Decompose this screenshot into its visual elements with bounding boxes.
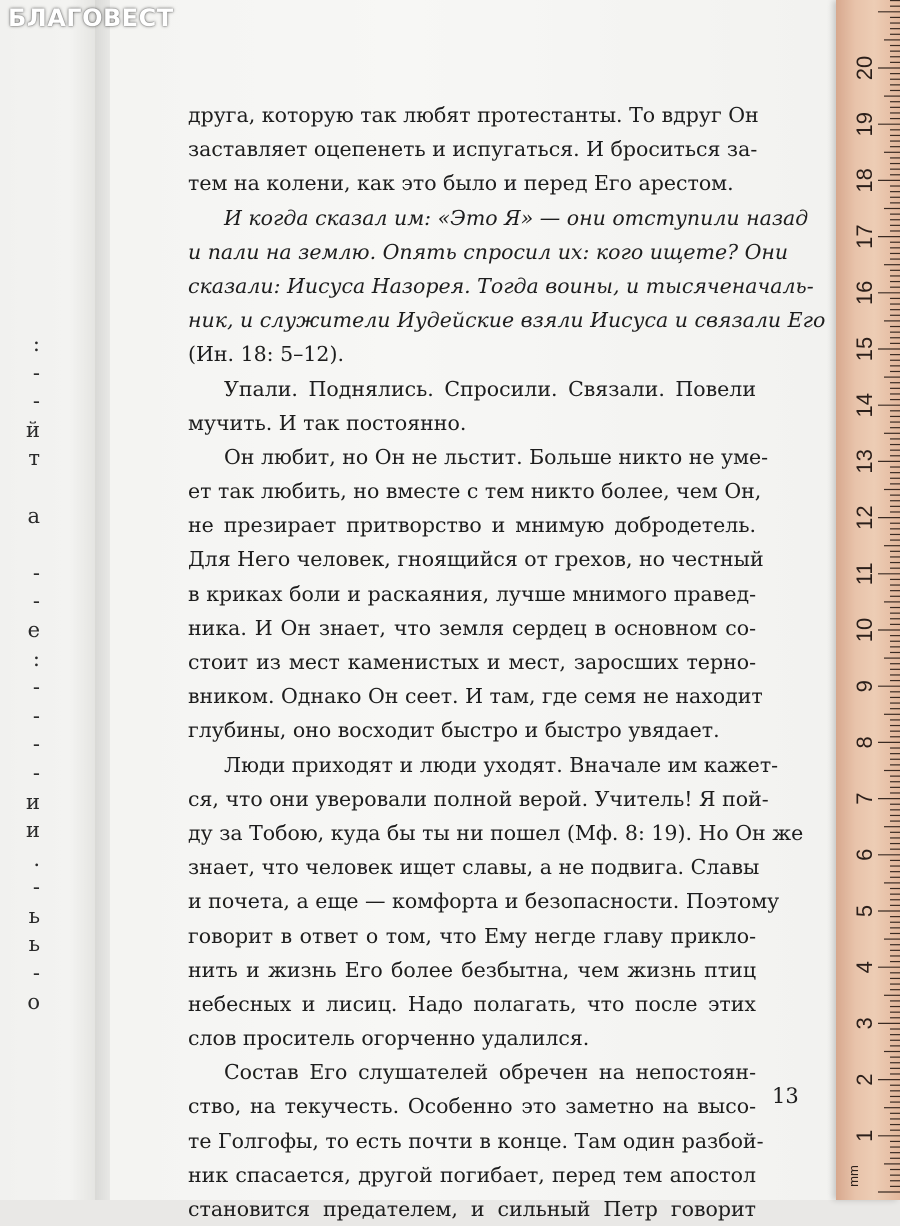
text-line: глубины, оно восходит быстро и быстро увядает. bbox=[188, 718, 720, 743]
ruler-number: 3 bbox=[851, 1017, 877, 1030]
left-fragment: - bbox=[32, 389, 40, 414]
ruler-number: 8 bbox=[851, 736, 877, 749]
text-line: ник спасается, другой погибает, перед тем апостол bbox=[188, 1162, 756, 1187]
left-fragment: и bbox=[26, 789, 40, 814]
ruler-number: 18 bbox=[851, 168, 877, 193]
ruler-number: 15 bbox=[851, 336, 877, 362]
left-fragment: - bbox=[32, 589, 40, 614]
text-line: становится предателем, и сильный Петр говорит bbox=[188, 1197, 756, 1221]
text-line: те Голгофы, то есть почти в конце. Там один разбой- bbox=[188, 1128, 764, 1153]
left-fragment bbox=[0, 530, 40, 559]
text-line: сказали: Иисуса Назорея. Тогда воины, и тысяченачаль- bbox=[188, 273, 814, 298]
left-fragment: - bbox=[32, 560, 40, 585]
left-fragment: : bbox=[32, 332, 40, 356]
ruler-number: 12 bbox=[851, 505, 877, 530]
text-line: нить и жизнь Его более безбытна, чем жизнь птиц bbox=[188, 957, 756, 982]
left-fragment bbox=[0, 473, 40, 502]
left-page bbox=[0, 0, 100, 1200]
ruler-number: 10 bbox=[851, 617, 877, 643]
text-line: друга, которую так любят протестанты. То вдруг Он bbox=[188, 103, 759, 127]
text-line: вником. Однако Он сеет. И там, где семя не находит bbox=[188, 684, 763, 709]
text-line: слов проситель огорченно удалился. bbox=[188, 1026, 590, 1051]
left-fragment: ь bbox=[28, 932, 40, 957]
ruler-number: 13 bbox=[851, 449, 877, 474]
left-fragment: е bbox=[27, 617, 40, 642]
ruler-number: 14 bbox=[851, 392, 877, 418]
ruler-number: 20 bbox=[851, 55, 877, 81]
ruler-number: 11 bbox=[851, 562, 877, 586]
text-line: (Ин. 18: 5–12). bbox=[188, 342, 344, 367]
ruler-number: 9 bbox=[851, 680, 877, 693]
text-line: говорит в ответ о том, что Ему негде главу прикло- bbox=[188, 923, 756, 948]
text-line: ник, и служители Иудейские взяли Иисуса и связали Его bbox=[188, 308, 826, 333]
text-line: Люди приходят и люди уходят. Вначале им кажет- bbox=[224, 752, 779, 777]
left-fragment: ь bbox=[28, 903, 40, 928]
ruler bbox=[836, 0, 900, 1200]
left-fragment: - bbox=[32, 703, 40, 728]
left-fragment: - bbox=[32, 732, 40, 757]
ruler-number: 1 bbox=[851, 1129, 877, 1142]
text-line: ника. И Он знает, что земля сердец в основном со- bbox=[188, 615, 756, 640]
ruler-number: 2 bbox=[851, 1073, 877, 1086]
left-fragment: о bbox=[27, 989, 40, 1014]
text-line: стоит из мест каменистых и мест, заросших терно- bbox=[188, 650, 756, 674]
text-line: мучить. И так постоянно. bbox=[188, 410, 467, 435]
text-line: не презирает притворство и мнимую добродетель. bbox=[188, 513, 756, 538]
ruler-number: 5 bbox=[851, 904, 877, 918]
text-line: Он любит, но Он не льстит. Больше никто не уме- bbox=[224, 444, 769, 469]
left-fragment: : bbox=[32, 646, 40, 671]
left-fragment: а bbox=[27, 503, 40, 528]
text-line: заставляет оцепенеть и испугаться. И броситься за- bbox=[188, 137, 758, 162]
left-fragment: - bbox=[32, 875, 40, 900]
text-line: небесных и лисиц. Надо полагать, что после этих bbox=[188, 991, 756, 1016]
text-line: ся, что они уверовали полной верой. Учитель! Я пой- bbox=[188, 786, 769, 811]
text-line: Состав Его слушателей обречен на непостоян- bbox=[224, 1060, 756, 1085]
text-line: в криках боли и раскаяния, лучше мнимого правед- bbox=[188, 581, 756, 606]
left-fragment: й bbox=[26, 417, 40, 442]
text-line: тем на колени, как это было и перед Его арестом. bbox=[188, 171, 734, 196]
left-fragment: т bbox=[28, 446, 40, 471]
text-line: Упали. Поднялись. Спросили. Связали. Повели bbox=[224, 376, 756, 401]
left-fragment: - bbox=[32, 961, 40, 986]
ruler-scale bbox=[836, 0, 900, 1200]
page-number: 13 bbox=[772, 1084, 799, 1108]
left-fragment: - bbox=[32, 360, 40, 385]
ruler-number: 17 bbox=[851, 224, 877, 249]
text-line: и почета, а еще — комфорта и безопасности. Поэтому bbox=[188, 889, 780, 914]
left-fragment: . bbox=[33, 846, 40, 871]
text-line: И когда сказал им: «Это Я» — они отступили назад bbox=[224, 205, 809, 230]
text-line: ду за Тобою, куда бы ты ни пошел (Мф. 8: 19). Но Он же bbox=[188, 820, 804, 845]
left-fragment: - bbox=[32, 760, 40, 785]
left-fragment: - bbox=[32, 675, 40, 700]
text-line: ство, на текучесть. Особенно это заметно на высо- bbox=[188, 1094, 756, 1119]
ruler-number: 7 bbox=[851, 792, 877, 805]
left-fragment: и bbox=[26, 818, 40, 843]
text-line: и пали на землю. Опять спросил их: кого ищете? Они bbox=[188, 239, 789, 264]
ruler-number: 4 bbox=[851, 961, 877, 974]
text-line: Для Него человек, гноящийся от грехов, но честный bbox=[188, 547, 764, 572]
ruler-number: 6 bbox=[851, 848, 877, 861]
ruler-number: 16 bbox=[851, 280, 877, 306]
text-line: ет так любить, но вместе с тем никто более, чем Он, bbox=[188, 479, 762, 504]
ruler-number: 19 bbox=[851, 111, 877, 137]
watermark-logo: БЛАГОВЕСТ bbox=[8, 4, 174, 32]
left-page-text-fragments bbox=[0, 330, 40, 1016]
ruler-unit-label: mm bbox=[846, 1165, 861, 1187]
text-line: знает, что человек ищет славы, а не подвига. Славы bbox=[188, 855, 760, 880]
